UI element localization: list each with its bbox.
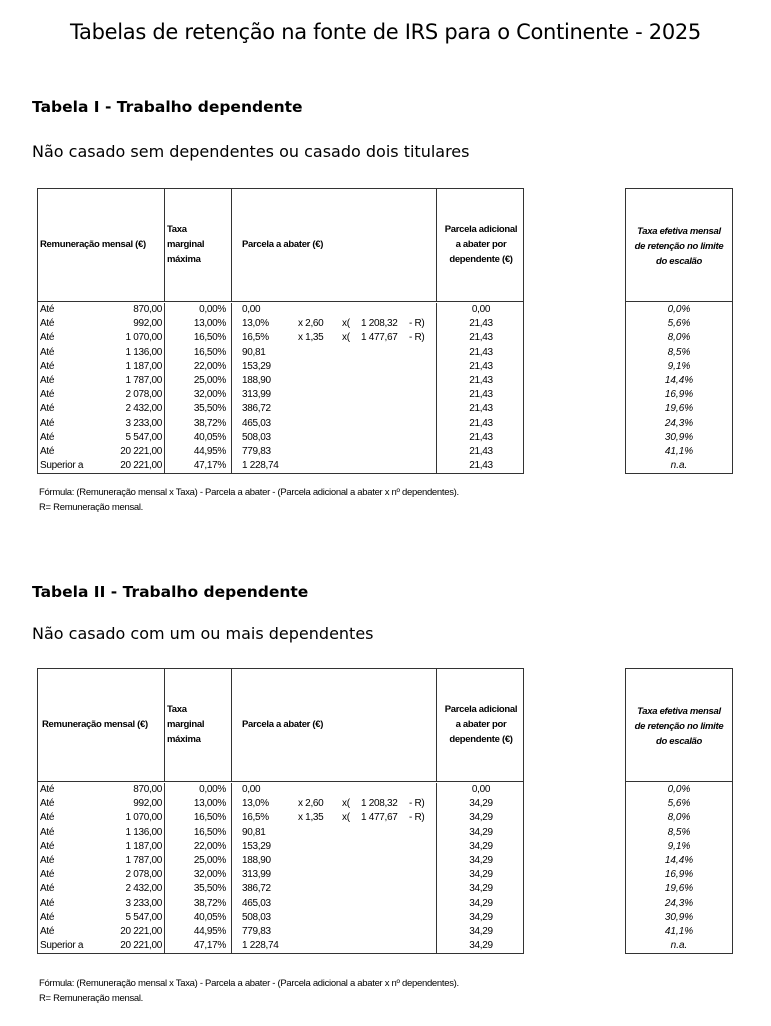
cell-adicional: 21,43 <box>469 374 493 386</box>
table-1-body <box>38 303 523 473</box>
col-efetiva: Taxa efetiva mensal de retenção no limite do escalão <box>626 189 732 302</box>
table-row <box>38 346 523 360</box>
cell-f3: 1 208,32 <box>361 798 398 810</box>
cell-label: Até <box>40 798 55 810</box>
cell-label: Até <box>40 318 55 330</box>
table-row <box>38 374 523 388</box>
cell-rem: 992,00 <box>133 318 162 330</box>
cell-rem: 870,00 <box>133 304 162 315</box>
table-2-header <box>38 669 523 782</box>
cell-f3: 1 208,32 <box>361 318 398 330</box>
cell-rem: 992,00 <box>133 798 162 810</box>
table-2-heading: Tabela II - Trabalho dependente <box>32 583 309 601</box>
cell-rem: 870,00 <box>133 784 162 795</box>
table-row <box>38 388 523 402</box>
cell-taxa: 25,00% <box>193 854 226 866</box>
table-row <box>38 402 523 416</box>
table-row <box>38 868 523 882</box>
cell-rem: 20 221,00 <box>120 445 162 457</box>
cell-rem: 2 078,00 <box>125 389 162 401</box>
cell-taxa: 16,50% <box>193 826 226 838</box>
cell-adicional: 21,43 <box>469 445 493 457</box>
cell-adicional: 21,43 <box>469 460 493 472</box>
table-1-heading: Tabela I - Trabalho dependente <box>32 98 303 116</box>
cell-taxa: 22,00% <box>193 360 226 372</box>
cell-adicional: 21,43 <box>469 417 493 429</box>
cell-efetiva: 41,1% <box>664 445 694 457</box>
cell-efetiva: 9,1% <box>667 840 691 852</box>
cell-adicional: 34,29 <box>469 854 493 866</box>
cell-label: Até <box>40 360 55 372</box>
cell-efetiva: 16,9% <box>664 389 694 401</box>
cell-rem: 20 221,00 <box>120 940 162 952</box>
cell-adicional: 34,29 <box>469 940 493 952</box>
cell-taxa: 32,00% <box>193 389 226 401</box>
cell-label: Até <box>40 826 55 838</box>
cell-taxa: 32,00% <box>193 869 226 881</box>
table-row <box>38 897 523 911</box>
cell-parcela: 313,99 <box>242 869 271 881</box>
cell-label: Até <box>40 417 55 429</box>
table-row <box>38 840 523 854</box>
cell-taxa: 22,00% <box>193 840 226 852</box>
cell-adicional: 34,29 <box>469 869 493 881</box>
cell-efetiva: 8,0% <box>667 812 691 824</box>
cell-f1: x 2,60 <box>298 318 324 330</box>
cell-efetiva: 14,4% <box>664 854 694 866</box>
table-row <box>38 459 523 473</box>
cell-adicional: 21,43 <box>469 346 493 358</box>
col-remuneracao: Remuneração mensal (€) <box>40 239 146 250</box>
cell-rem: 1 787,00 <box>125 374 162 386</box>
cell-adicional: 21,43 <box>469 318 493 330</box>
cell-taxa: 35,50% <box>193 883 226 895</box>
cell-parcela: 13,0% <box>242 798 269 810</box>
cell-taxa: 44,95% <box>193 445 226 457</box>
table-row <box>38 797 523 811</box>
table-1 <box>37 188 524 474</box>
cell-efetiva: 30,9% <box>664 911 694 923</box>
cell-rem: 1 070,00 <box>125 332 162 344</box>
cell-taxa: 0,00% <box>199 304 226 315</box>
cell-parcela: 1 228,74 <box>242 940 279 952</box>
table-1-efetiva <box>625 188 733 474</box>
table-row <box>38 783 523 797</box>
cell-label: Até <box>40 403 55 415</box>
cell-taxa: 35,50% <box>193 403 226 415</box>
cell-taxa: 16,50% <box>193 332 226 344</box>
col-parcela: Parcela a abater (€) <box>242 719 324 730</box>
cell-parcela: 313,99 <box>242 389 271 401</box>
cell-efetiva: 14,4% <box>664 374 694 386</box>
cell-adicional: 21,43 <box>469 389 493 401</box>
col-efetiva: Taxa efetiva mensal de retenção no limite do escalão <box>626 669 732 782</box>
cell-rem: 1 187,00 <box>125 840 162 852</box>
cell-efetiva: 24,3% <box>664 897 694 909</box>
table-2-body <box>38 783 523 953</box>
table-row <box>38 811 523 825</box>
table-row <box>38 303 523 317</box>
col-adicional: Parcela adicional a abater por dependente (€) <box>444 704 518 745</box>
cell-parcela: 153,29 <box>242 840 271 852</box>
table-row <box>38 826 523 840</box>
table-row <box>38 445 523 459</box>
cell-parcela: 0,00 <box>242 304 261 315</box>
cell-f2: x( <box>342 332 350 344</box>
cell-taxa: 16,50% <box>193 812 226 824</box>
cell-f2: x( <box>342 798 350 810</box>
cell-parcela: 779,83 <box>242 925 271 937</box>
cell-rem: 3 233,00 <box>125 417 162 429</box>
cell-efetiva: 30,9% <box>664 431 694 443</box>
cell-parcela: 188,90 <box>242 854 271 866</box>
cell-adicional: 21,43 <box>469 360 493 372</box>
col-adicional: Parcela adicional a abater por dependente (€) <box>444 224 518 265</box>
cell-adicional: 21,43 <box>469 332 493 344</box>
cell-label: Até <box>40 445 55 457</box>
cell-label: Até <box>40 869 55 881</box>
cell-parcela: 465,03 <box>242 417 271 429</box>
cell-rem: 5 547,00 <box>125 431 162 443</box>
cell-f1: x 1,35 <box>298 332 324 344</box>
cell-parcela: 16,5% <box>242 812 269 824</box>
table-2-efetiva-values <box>626 783 732 953</box>
cell-efetiva: 0,0% <box>667 304 691 315</box>
cell-parcela: 188,90 <box>242 374 271 386</box>
cell-parcela: 1 228,74 <box>242 460 279 472</box>
cell-parcela: 508,03 <box>242 431 271 443</box>
cell-taxa: 47,17% <box>193 940 226 952</box>
cell-label: Até <box>40 897 55 909</box>
cell-efetiva: 8,5% <box>667 826 691 838</box>
cell-label: Até <box>40 911 55 923</box>
cell-efetiva: 5,6% <box>667 318 691 330</box>
cell-taxa: 38,72% <box>193 897 226 909</box>
cell-efetiva: 8,5% <box>667 346 691 358</box>
cell-taxa: 44,95% <box>193 925 226 937</box>
table-row <box>38 925 523 939</box>
cell-label: Até <box>40 812 55 824</box>
table-1-header <box>38 189 523 302</box>
cell-label: Até <box>40 840 55 852</box>
cell-f2: x( <box>342 812 350 824</box>
cell-taxa: 25,00% <box>193 374 226 386</box>
cell-adicional: 21,43 <box>469 431 493 443</box>
cell-f4: - R) <box>409 812 425 824</box>
cell-rem: 20 221,00 <box>120 925 162 937</box>
page-title: Tabelas de retenção na fonte de IRS para o Continente - 2025 <box>69 20 701 44</box>
cell-parcela: 386,72 <box>242 403 271 415</box>
cell-efetiva: 16,9% <box>664 869 694 881</box>
col-taxa: Taxa marginal máxima <box>167 224 205 265</box>
cell-rem: 1 136,00 <box>125 826 162 838</box>
cell-label: Até <box>40 883 55 895</box>
cell-parcela: 90,81 <box>242 826 266 838</box>
cell-label: Até <box>40 332 55 344</box>
cell-adicional: 34,29 <box>469 798 493 810</box>
cell-parcela: 465,03 <box>242 897 271 909</box>
cell-label: Superior a <box>40 460 84 472</box>
cell-adicional: 0,00 <box>471 784 491 795</box>
cell-parcela: 386,72 <box>242 883 271 895</box>
cell-adicional: 34,29 <box>469 840 493 852</box>
cell-f4: - R) <box>409 332 425 344</box>
cell-f2: x( <box>342 318 350 330</box>
cell-efetiva: n.a. <box>670 940 688 952</box>
cell-adicional: 34,29 <box>469 812 493 824</box>
cell-rem: 1 070,00 <box>125 812 162 824</box>
col-remuneracao: Remuneração mensal (€) <box>42 719 148 730</box>
col-taxa: Taxa marginal máxima <box>167 704 205 745</box>
table-row <box>38 417 523 431</box>
cell-adicional: 21,43 <box>469 403 493 415</box>
cell-parcela: 13,0% <box>242 318 269 330</box>
cell-taxa: 16,50% <box>193 346 226 358</box>
cell-f1: x 1,35 <box>298 812 324 824</box>
table-row <box>38 431 523 445</box>
cell-taxa: 40,05% <box>193 911 226 923</box>
cell-rem: 3 233,00 <box>125 897 162 909</box>
table-row <box>38 911 523 925</box>
cell-label: Até <box>40 784 55 795</box>
cell-adicional: 34,29 <box>469 826 493 838</box>
cell-label: Superior a <box>40 940 84 952</box>
cell-taxa: 40,05% <box>193 431 226 443</box>
cell-efetiva: 41,1% <box>664 925 694 937</box>
cell-label: Até <box>40 304 55 315</box>
cell-taxa: 13,00% <box>193 798 226 810</box>
table-row <box>38 882 523 896</box>
cell-parcela: 90,81 <box>242 346 266 358</box>
cell-efetiva: 19,6% <box>664 883 694 895</box>
table-2-subheading: Não casado com um ou mais dependentes <box>32 624 374 643</box>
cell-efetiva: 19,6% <box>664 403 694 415</box>
cell-parcela: 16,5% <box>242 332 269 344</box>
cell-rem: 1 787,00 <box>125 854 162 866</box>
cell-taxa: 38,72% <box>193 417 226 429</box>
cell-rem: 1 187,00 <box>125 360 162 372</box>
table-row <box>38 317 523 331</box>
cell-label: Até <box>40 346 55 358</box>
cell-parcela: 153,29 <box>242 360 271 372</box>
cell-parcela: 0,00 <box>242 784 261 795</box>
cell-parcela: 779,83 <box>242 445 271 457</box>
cell-f3: 1 477,67 <box>361 812 398 824</box>
table-2-formula: Fórmula: (Remuneração mensal x Taxa) - Parcela a abater - (Parcela adicional a abater x nº dependentes). R= Remuneração mensal. <box>39 978 459 1004</box>
col-parcela: Parcela a abater (€) <box>242 239 324 250</box>
cell-f1: x 2,60 <box>298 798 324 810</box>
cell-label: Até <box>40 431 55 443</box>
cell-efetiva: n.a. <box>670 460 688 472</box>
cell-taxa: 13,00% <box>193 318 226 330</box>
cell-rem: 5 547,00 <box>125 911 162 923</box>
cell-parcela: 508,03 <box>242 911 271 923</box>
table-row <box>38 939 523 953</box>
table-1-formula: Fórmula: (Remuneração mensal x Taxa) - Parcela a abater - (Parcela adicional a abater x nº dependentes). R= Remuneração mensal. <box>39 487 459 513</box>
cell-label: Até <box>40 854 55 866</box>
cell-label: Até <box>40 925 55 937</box>
table-row <box>38 854 523 868</box>
cell-taxa: 0,00% <box>199 784 226 795</box>
cell-label: Até <box>40 374 55 386</box>
cell-f3: 1 477,67 <box>361 332 398 344</box>
cell-efetiva: 8,0% <box>667 332 691 344</box>
cell-efetiva: 9,1% <box>667 360 691 372</box>
cell-label: Até <box>40 389 55 401</box>
cell-taxa: 47,17% <box>193 460 226 472</box>
cell-efetiva: 0,0% <box>667 784 691 795</box>
cell-efetiva: 5,6% <box>667 798 691 810</box>
cell-adicional: 34,29 <box>469 883 493 895</box>
table-1-efetiva-values <box>626 303 732 473</box>
cell-f4: - R) <box>409 318 425 330</box>
table-2 <box>37 668 524 954</box>
cell-rem: 2 078,00 <box>125 869 162 881</box>
cell-adicional: 0,00 <box>471 304 491 315</box>
cell-rem: 20 221,00 <box>120 460 162 472</box>
cell-rem: 1 136,00 <box>125 346 162 358</box>
cell-rem: 2 432,00 <box>125 883 162 895</box>
cell-efetiva: 24,3% <box>664 417 694 429</box>
table-row <box>38 360 523 374</box>
cell-adicional: 34,29 <box>469 911 493 923</box>
table-1-subheading: Não casado sem dependentes ou casado dois titulares <box>32 142 470 161</box>
cell-rem: 2 432,00 <box>125 403 162 415</box>
cell-adicional: 34,29 <box>469 925 493 937</box>
cell-adicional: 34,29 <box>469 897 493 909</box>
table-2-efetiva <box>625 668 733 954</box>
table-row <box>38 331 523 345</box>
cell-f4: - R) <box>409 798 425 810</box>
